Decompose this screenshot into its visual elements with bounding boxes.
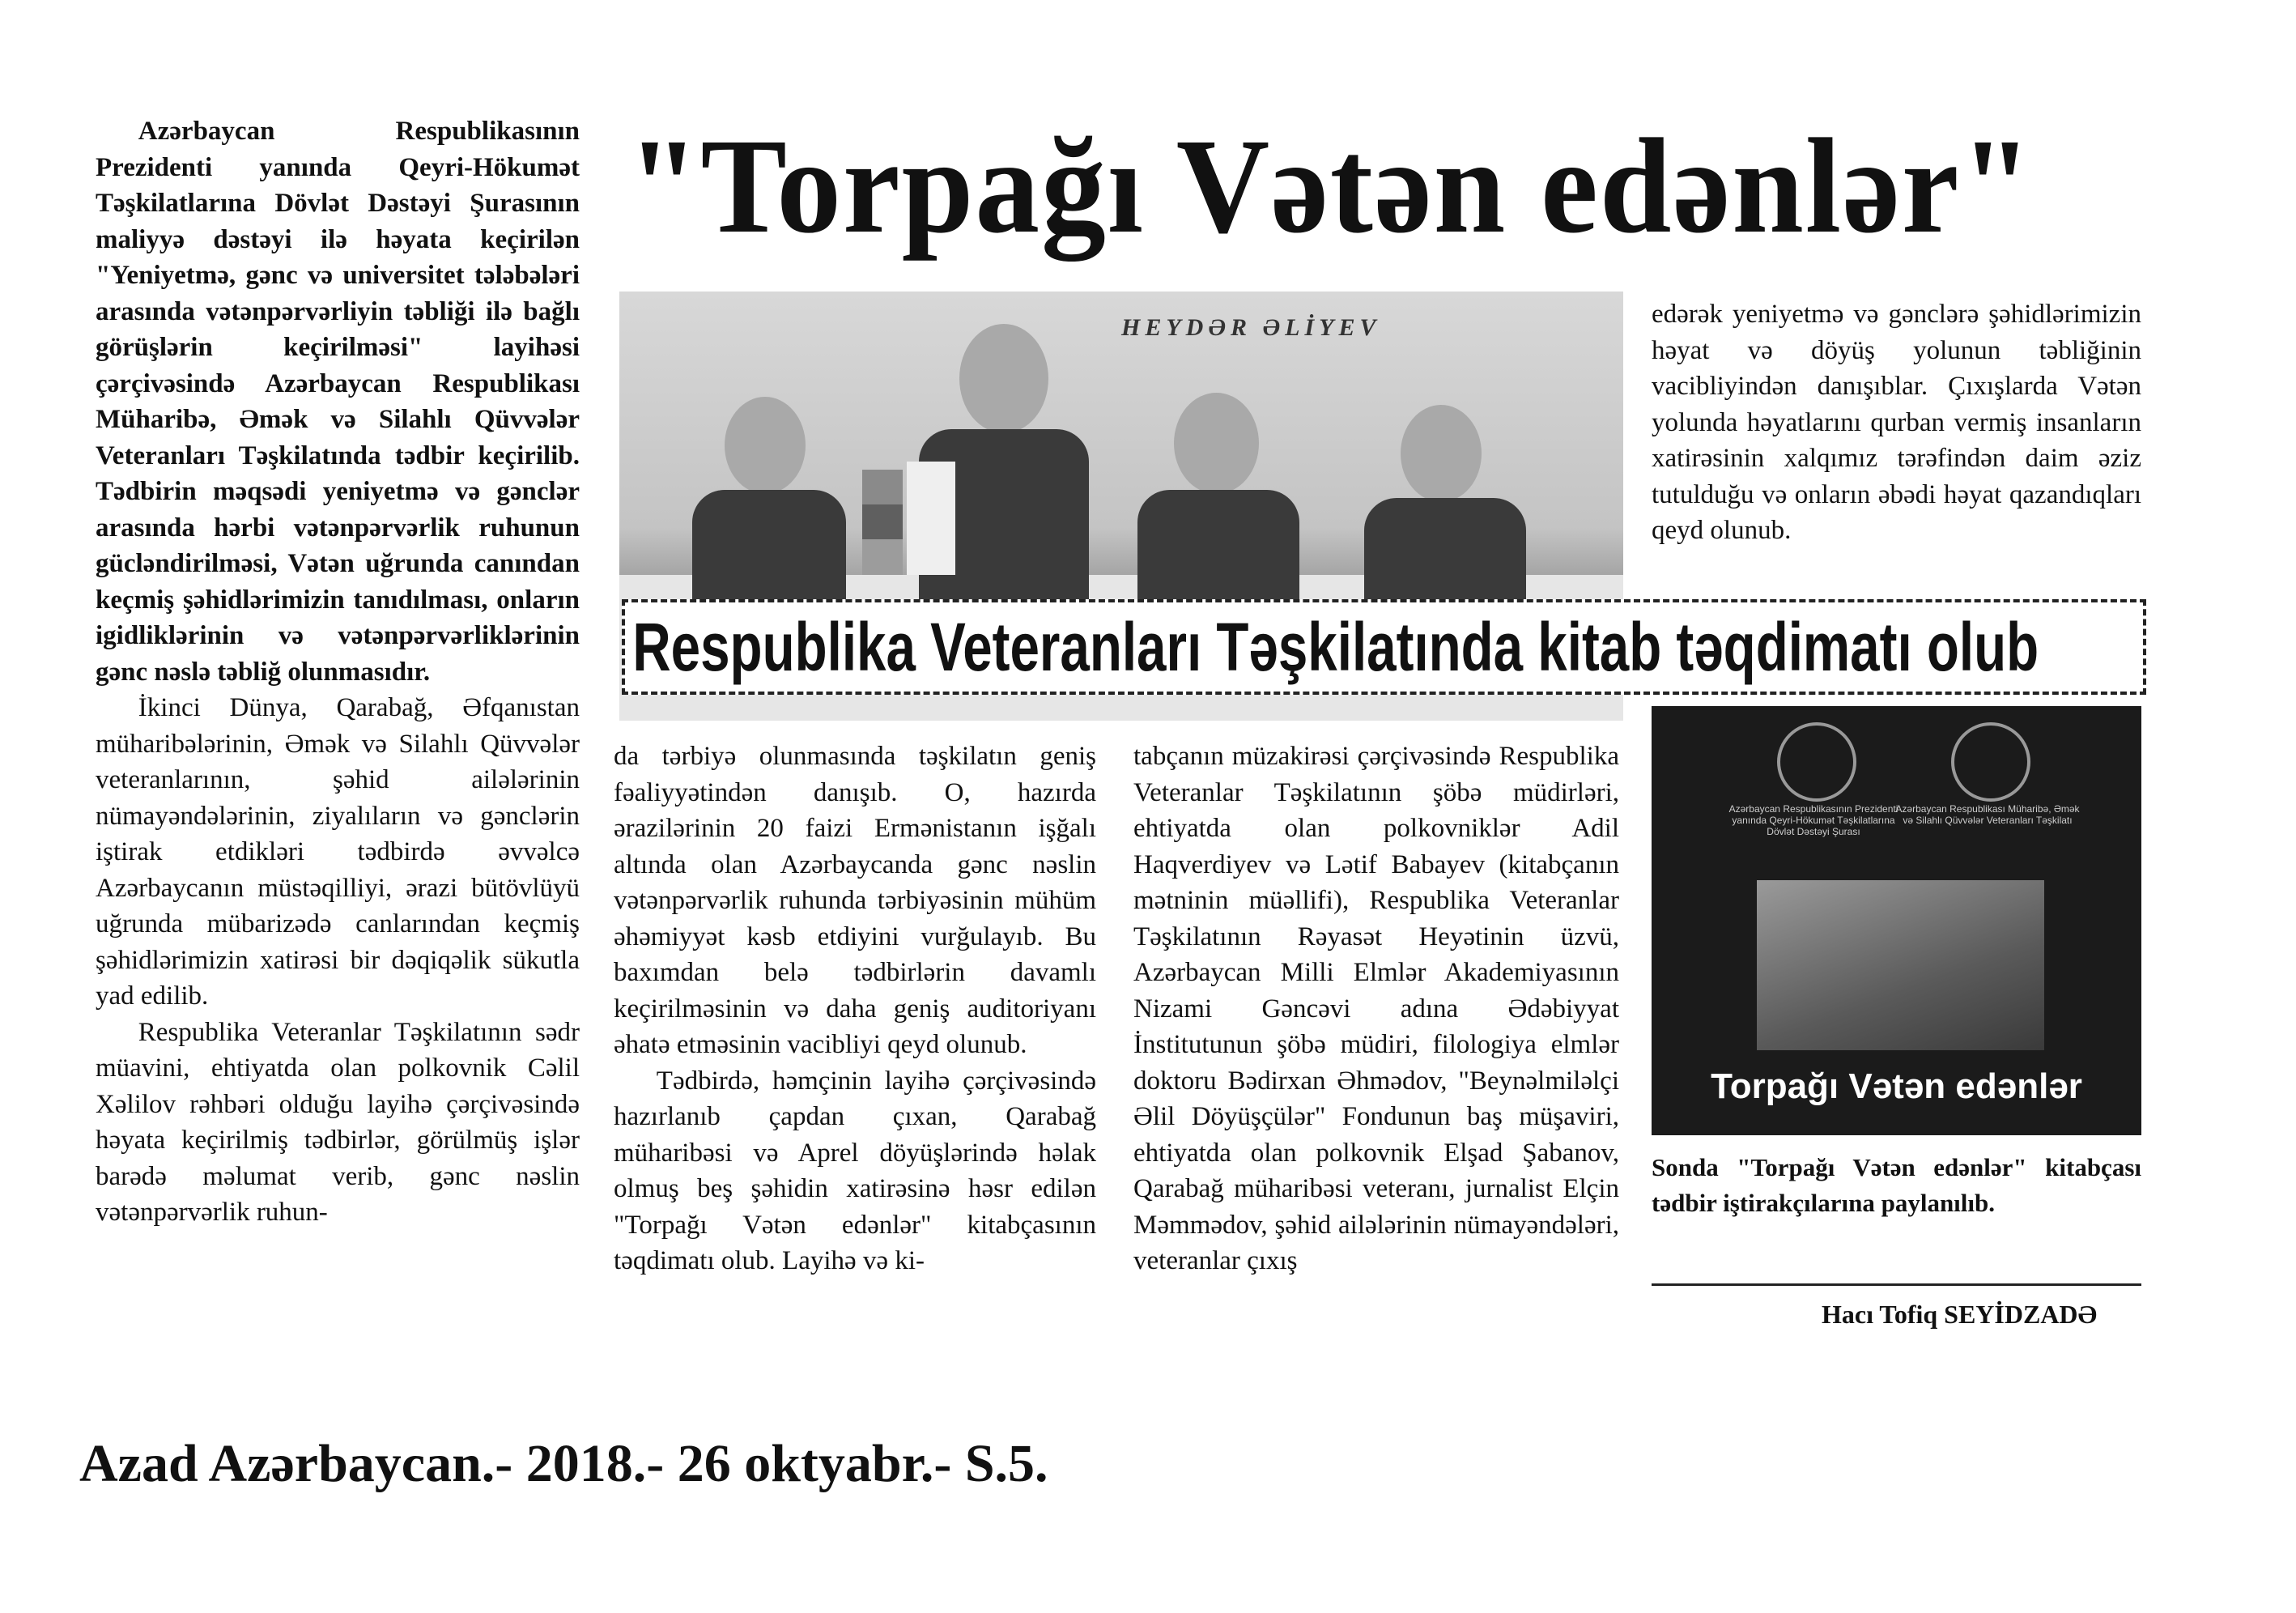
paragraph: tabçanın müzakirəsi çərçivəsində Respublika Veteranlar Təşkilatının şöbə müdirləri, ehtiyatda olan polkovniklər Adil Haqverdiyev və Lətif Babayev (kitabçanın mətninin müəllifi), Respublika Veteranlar Təşkilatının Rəyasət Heyətinin üzvü, Azərbaycan Milli Elmlər Akademiyasının Nizami Gəncəvi adına Ədəbiyyat İnstitutunun şöbə müdiri, filologiya elmlər doktoru Bədirxan Əhmədov, "Beynəlmiləlçi Əlil Döyüşçülər" Fondunun baş müşaviri, ehtiyatda olan polkovnik Elşad Şabanov, Qarabağ müharibəsi veteranı, jurnalist Elçin Məmmədov, şəhid ailələrinin nümayəndələri, veteranlar çıxış xyxy=(1133,742,1619,1275)
article-column-2 xyxy=(614,738,1096,1279)
photo-caption: Sonda "Torpağı Vətən edənlər" kitabçası tədbir iştirakçılarına paylanılıb. xyxy=(1652,1153,2141,1217)
paragraph: edərək yeniyetmə və gənclərə şəhidlərimizin həyat və döyüş yolunun təbliğinin vacibliyindən danışıblar. Çıxışlarda Vətən yolunda həyatlarını qurban vermiş insanların xatirəsinin xalqımız tərəfindən daim əziz tutulduğu və onların əbədi həyat qazandıqları qeyd olunub. xyxy=(1652,300,2141,545)
emblem-icon xyxy=(1777,722,1856,802)
article-column-4 xyxy=(1652,296,2141,549)
paragraph: Respublika Veteranlar Təşkilatının sədr müavini, ehtiyatda olan polkovnik Cəlil Xəlilov rəhbəri olduğu layihə çərçivəsində həyata keçirilmiş tədbirlər, görülmüş işlər barədə məlumat verib, gənc nəslin vətənpərvərlik ruhun- xyxy=(96,1017,580,1227)
paragraph: İkinci Dünya, Qarabağ, Əfqanıstan müharibələrinin, Əmək və Silahlı Qüvvələr veteranlarının, şəhid ailələrinin nümayəndələrinin, ziyalıların və gənclərin iştirak etdikləri tədbirdə əvvəlcə Azərbaycanın müstəqilliyi, ərazi bütövlüyü uğrunda mübarizədə canlarından keçmiş şəhidlərimizin xatirəsi bir dəqiqəlik sükutla yad edilib. xyxy=(96,693,580,1011)
divider xyxy=(1652,1283,2141,1286)
book-cover-org-left: Azərbaycan Respublikasının Prezidenti yanında Qeyri-Hökumət Təşkilatlarına Dövlət Dəstəyi Şurası xyxy=(1728,803,1898,837)
photo-banner-text: HEYDƏR ƏLİYEV xyxy=(1121,314,1381,341)
paragraph: da tərbiyə olunmasında təşkilatın geniş fəaliyyətindən danışıb. O, hazırda ərazilərinin 20 faizi Ermənistanın işğalı altında olan Azərbaycanda gənc nəslin vətənpərvərlik ruhunda tərbiyəsinin mühüm əhəmiyyət kəsb etdiyini vurğulayıb. Bu baxımdan belə tədbirlərin davamlı keçirilməsinin və daha geniş auditoriyanı əhatə etməsinin vacibliyi qeyd olunub. xyxy=(614,742,1096,1059)
article-column-1 xyxy=(96,113,580,1231)
flag-icon xyxy=(862,470,903,575)
book-cover-title: Torpağı Vətən edənlər xyxy=(1711,1066,2082,1106)
source-citation: Azad Azərbaycan.- 2018.- 26 oktyabr.- S.5. xyxy=(79,1434,1048,1493)
paragraph: Tədbirdə, həmçinin layihə çərçivəsində hazırlanıb çapdan çıxan, Qarabağ müharibəsi və Aprel döyüşlərində həlak olmuş beş şəhidin xatirəsinə həsr edilən "Torpağı Vətən edənlər" kitabçasının təqdimatı olub. Layihə və ki- xyxy=(614,1066,1096,1275)
lead-paragraph: Azərbaycan Respublikasının Prezidenti yanında Qeyri-Hökumət Təşkilatlarına Dövlət Dəstəyi Şurasının maliyyə dəstəyi ilə həyata keçirilən "Yeniyetmə, gənc və universitet tələbələri arasında vətənpərvərliyin təbliği ilə bağlı görüşlərin keçirilməsi" layihəsi çərçivəsində Azərbaycan Respublikası Müharibə, Əmək və Silahlı Qüvvələr Veteranları Təşkilatında tədbir keçirilib. Tədbirin məqsədi yeniyetmə və gənclər arasında hərbi vətənpərvərlik ruhunun gücləndirilməsi, Vətən uğrunda canından keçmiş şəhidlərimizin tanıdılması, onların igidliklərinin və vətənpərvərliklərinin gənc nəslə təbliğ olunmasıdır. xyxy=(96,117,580,687)
author-byline: Hacı Tofiq SEYİDZADƏ xyxy=(1822,1300,2098,1329)
subheadline xyxy=(622,599,2146,695)
emblem-icon xyxy=(1951,722,2030,802)
book-cover-org-right: Azərbaycan Respublikası Müharibə, Əmək və Silahlı Qüvvələr Veteranları Təşkilatı xyxy=(1895,803,2080,826)
headline: "Torpağı Vətən edənlər" xyxy=(627,111,2035,262)
book-cover-image xyxy=(1652,706,2141,1135)
flag-icon xyxy=(907,462,955,575)
subheadline-text: Respublika Veteranları Təşkilatında kitab təqdimatı olub xyxy=(632,609,2039,685)
article-column-3 xyxy=(1133,738,1619,1279)
book-cover-photo xyxy=(1757,880,2044,1050)
